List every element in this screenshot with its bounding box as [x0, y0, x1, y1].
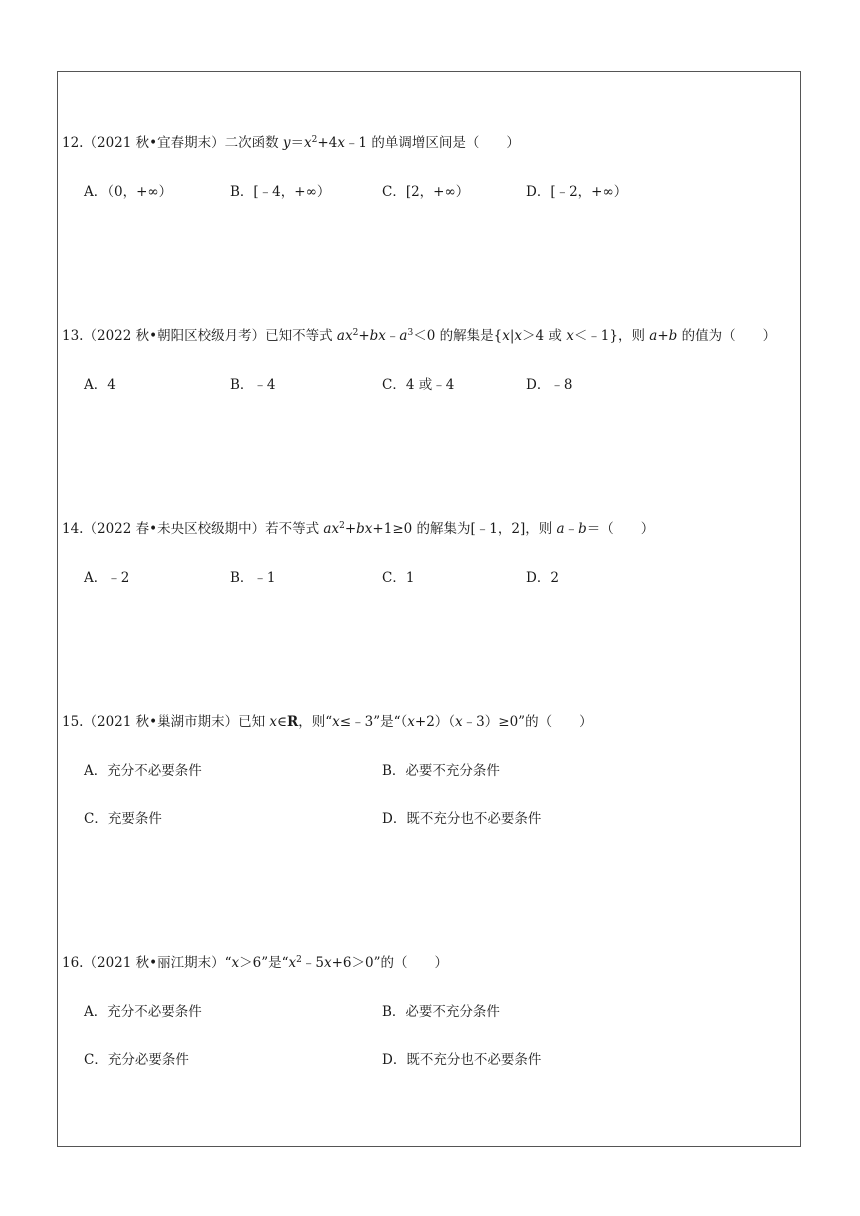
- question-14-option-c[interactable]: C．1: [382, 570, 415, 586]
- question-15-stem: 15.（2021 秋•巢湖市期末）已知 x∈R，则“x≤﹣3”是“（x+2）（x﹣3）≥0”的（ ）: [62, 714, 593, 730]
- question-15-option-d[interactable]: D．既不充分也不必要条件: [382, 811, 542, 827]
- question-15-option-c[interactable]: C．充要条件: [84, 811, 162, 827]
- question-16-option-b[interactable]: B．必要不充分条件: [382, 1004, 500, 1020]
- question-13-option-a[interactable]: A．4: [84, 377, 116, 393]
- question-13-option-d[interactable]: D．﹣8: [526, 377, 573, 393]
- question-14-option-a[interactable]: A．﹣2: [84, 570, 130, 586]
- question-14-option-d[interactable]: D．2: [526, 570, 559, 586]
- page-frame: [57, 71, 801, 1147]
- question-16-option-d[interactable]: D．既不充分也不必要条件: [382, 1052, 542, 1068]
- question-12-option-a[interactable]: A．（0，+∞）: [84, 184, 173, 200]
- question-12-option-b[interactable]: B．[﹣4，+∞）: [230, 184, 331, 200]
- question-16-option-a[interactable]: A．充分不必要条件: [84, 1004, 202, 1020]
- question-13-option-b[interactable]: B．﹣4: [230, 377, 276, 393]
- question-15-option-a[interactable]: A．充分不必要条件: [84, 763, 202, 779]
- question-13-option-c[interactable]: C．4 或﹣4: [382, 377, 455, 393]
- question-12-option-d[interactable]: D．[﹣2，+∞）: [526, 184, 628, 200]
- question-15-option-b[interactable]: B．必要不充分条件: [382, 763, 500, 779]
- question-14-option-b[interactable]: B．﹣1: [230, 570, 276, 586]
- question-16-option-c[interactable]: C．充分必要条件: [84, 1052, 189, 1068]
- question-12-option-c[interactable]: C．[2，+∞）: [382, 184, 470, 200]
- question-13-stem: 13.（2022 秋•朝阳区校级月考）已知不等式 $ax^2+bx﹣a^3<0$ 的解集是{x|x＞4 或 x＜﹣1}，则 a+b 的值为（ ）: [62, 328, 777, 344]
- question-16-stem: 16.（2021 秋•丽江期末）“x＞6”是“$x^2﹣5x+6>0$”的（ ）: [62, 955, 449, 971]
- question-12-stem: 12.（2021 秋•宜春期末）二次函数 $y=x^2+4x﹣1$ 的单调增区间是（ ）: [62, 135, 520, 151]
- question-14-stem: 14.（2022 春•未央区校级期中）若不等式 $ax^2+bx+1\ge 0$ 的解集为[﹣1，2]，则 a﹣b＝（ ）: [62, 521, 655, 537]
